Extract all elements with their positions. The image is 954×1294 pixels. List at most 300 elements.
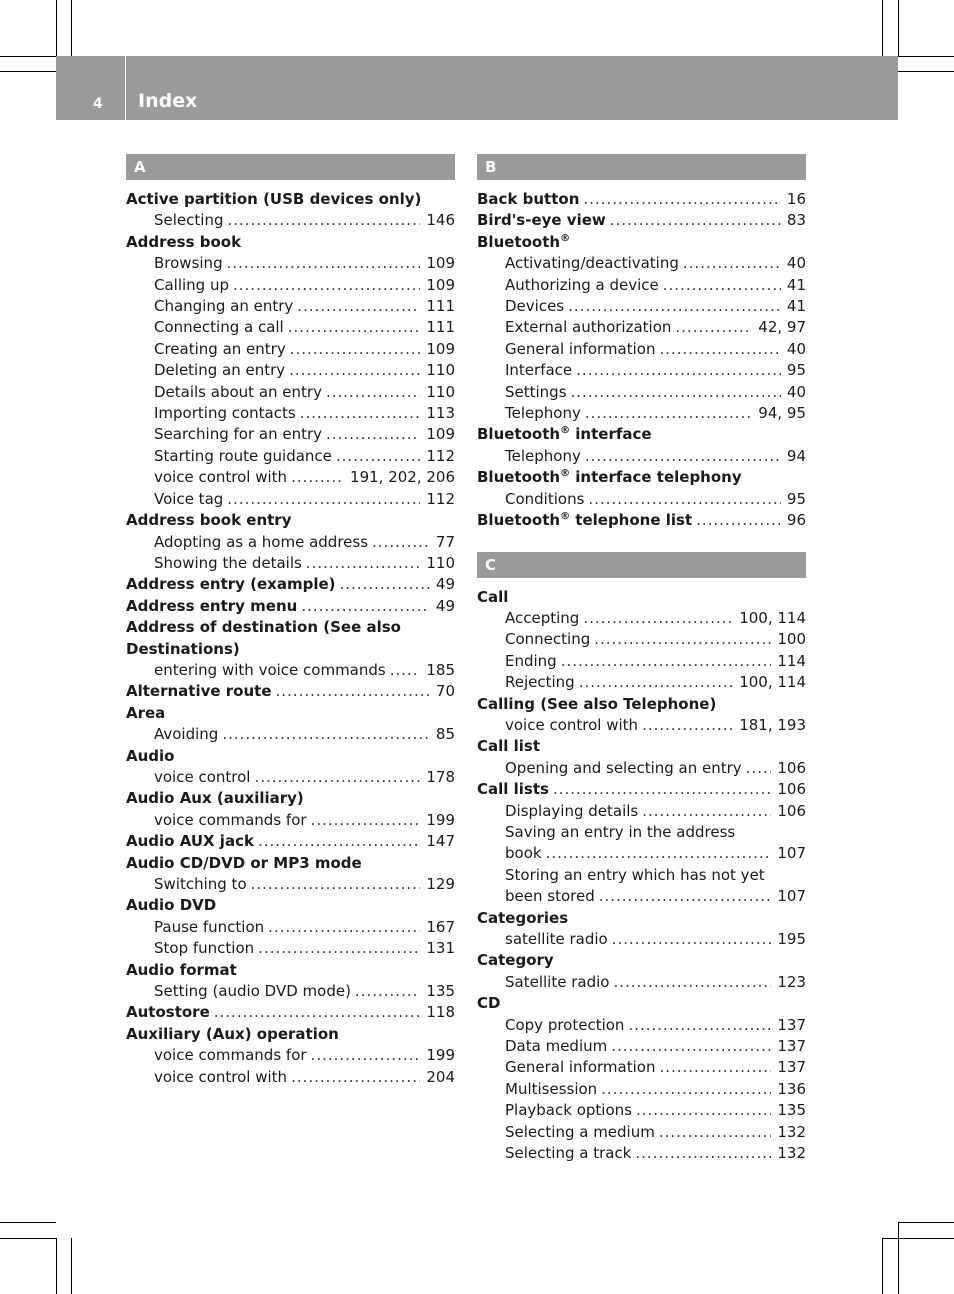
section-letter-c: C bbox=[477, 552, 806, 578]
index-entry bbox=[477, 467, 806, 488]
page-reference: 70 bbox=[435, 682, 455, 701]
index-entry bbox=[477, 510, 806, 531]
entry-text: Setting (audio DVD mode) bbox=[154, 982, 351, 1001]
entry-text: Saving an entry in the address bbox=[505, 822, 736, 841]
crop-mark bbox=[882, 1238, 954, 1239]
dot-leader bbox=[297, 296, 420, 317]
index-entry bbox=[126, 232, 455, 253]
dot-leader bbox=[612, 929, 772, 950]
page-reference: 123 bbox=[777, 972, 806, 991]
index-subentry bbox=[477, 672, 806, 693]
page-reference: 94, 95 bbox=[758, 404, 806, 423]
entry-text: Satellite radio bbox=[505, 972, 610, 991]
dot-leader bbox=[642, 715, 733, 736]
index-subentry bbox=[477, 972, 806, 993]
dot-leader bbox=[613, 972, 771, 993]
page-reference: 110 bbox=[426, 553, 455, 572]
entry-text: Changing an entry bbox=[154, 297, 294, 316]
page-reference: 40 bbox=[786, 382, 806, 401]
page-reference: 95 bbox=[786, 489, 806, 508]
entry-text: Calling (See also Telephone) bbox=[477, 694, 717, 713]
dot-leader bbox=[301, 596, 430, 617]
entry-text: Conditions bbox=[505, 489, 585, 508]
dot-leader bbox=[611, 1036, 771, 1057]
dot-leader bbox=[340, 574, 430, 595]
index-entry bbox=[126, 831, 455, 852]
entry-text: voice commands for bbox=[154, 1046, 307, 1065]
dot-leader bbox=[306, 553, 421, 574]
page-reference: 113 bbox=[426, 404, 455, 423]
entry-text: Selecting bbox=[154, 211, 224, 230]
index-subentry bbox=[126, 532, 455, 553]
dot-leader bbox=[258, 938, 420, 959]
entry-text: Selecting a medium bbox=[505, 1122, 655, 1141]
entry-text: Address entry (example) bbox=[126, 575, 336, 594]
index-entry bbox=[126, 510, 455, 531]
entry-text: voice control bbox=[154, 767, 251, 786]
page-reference: 85 bbox=[435, 725, 455, 744]
entry-text: Audio DVD bbox=[126, 896, 217, 915]
entry-text: Categories bbox=[477, 908, 569, 927]
page-reference: 40 bbox=[786, 339, 806, 358]
entry-text: Audio Aux (auxiliary) bbox=[126, 789, 304, 808]
page-header bbox=[56, 56, 898, 120]
dot-leader bbox=[291, 467, 344, 488]
index-subentry bbox=[477, 1079, 806, 1100]
entry-text: voice control with bbox=[154, 468, 288, 487]
crop-mark bbox=[0, 1238, 56, 1239]
index-subentry bbox=[126, 724, 455, 745]
dot-leader bbox=[311, 1045, 421, 1066]
crop-mark bbox=[0, 1222, 56, 1223]
page-reference: 111 bbox=[426, 318, 455, 337]
page-reference: 132 bbox=[777, 1144, 806, 1163]
entry-text: Telephony bbox=[505, 404, 581, 423]
entry-text: Call list bbox=[477, 737, 541, 756]
dot-leader bbox=[636, 1100, 771, 1121]
index-subentry bbox=[477, 715, 806, 736]
page-reference: 100, 114 bbox=[739, 608, 806, 627]
dot-leader bbox=[583, 189, 781, 210]
index-entry bbox=[477, 232, 806, 253]
index-subentry bbox=[126, 467, 455, 488]
index-column-left bbox=[126, 154, 455, 1088]
entry-text: Ending bbox=[505, 651, 557, 670]
index-entry bbox=[126, 596, 455, 617]
entry-text: Starting route guidance bbox=[154, 446, 332, 465]
entry-text: Connecting a call bbox=[154, 318, 284, 337]
entry-text: Telephony bbox=[505, 446, 581, 465]
index-subentry bbox=[126, 553, 455, 574]
page-reference: 107 bbox=[777, 844, 806, 863]
page-reference: 137 bbox=[777, 1015, 806, 1034]
index-subentry bbox=[126, 382, 455, 403]
registered-mark: ® bbox=[560, 511, 571, 523]
index-subentry bbox=[477, 489, 806, 510]
dot-leader bbox=[336, 446, 420, 467]
dot-leader bbox=[642, 801, 771, 822]
entry-text: Multisession bbox=[505, 1079, 598, 1098]
dot-leader bbox=[594, 629, 771, 650]
entry-text: Alternative route bbox=[126, 682, 272, 701]
page-reference: 199 bbox=[426, 810, 455, 829]
page-reference: 16 bbox=[786, 190, 806, 208]
index-subentry bbox=[477, 1015, 806, 1036]
index-subentry bbox=[477, 253, 806, 274]
index-subentry bbox=[477, 1100, 806, 1121]
index-subentry bbox=[126, 874, 455, 895]
dot-leader bbox=[561, 651, 772, 672]
dot-leader bbox=[258, 831, 420, 852]
dot-leader bbox=[659, 1122, 772, 1143]
dot-leader bbox=[291, 1067, 420, 1088]
index-entry bbox=[126, 788, 455, 809]
registered-mark: ® bbox=[560, 425, 571, 437]
index-entry bbox=[126, 853, 455, 874]
entry-text: Bluetooth® interface telephony bbox=[477, 468, 742, 487]
dot-leader bbox=[568, 296, 781, 317]
index-subentry bbox=[126, 981, 455, 1002]
dot-leader bbox=[227, 210, 420, 231]
entry-text: Opening and selecting an entry bbox=[505, 758, 742, 777]
index-entry bbox=[477, 189, 806, 210]
index-subentry bbox=[126, 403, 455, 424]
index-subentry bbox=[126, 917, 455, 938]
index-subentry bbox=[126, 360, 455, 381]
crop-mark bbox=[882, 0, 883, 56]
entry-text: Back button bbox=[477, 190, 580, 208]
page-reference: 94 bbox=[786, 446, 806, 465]
dot-leader bbox=[355, 981, 420, 1002]
dot-leader bbox=[289, 360, 420, 381]
entry-text: Bluetooth® bbox=[477, 232, 571, 251]
page-reference: 132 bbox=[777, 1122, 806, 1141]
page-reference: 100, 114 bbox=[739, 673, 806, 692]
dot-leader bbox=[628, 1015, 771, 1036]
page-reference: 110 bbox=[426, 361, 455, 380]
entry-text: Displaying details bbox=[505, 801, 639, 820]
crop-mark bbox=[898, 71, 954, 72]
section-letter-a: A bbox=[126, 154, 455, 180]
page-reference: 40 bbox=[786, 254, 806, 273]
index-entry bbox=[477, 908, 806, 929]
page-reference: 136 bbox=[777, 1079, 806, 1098]
page-reference: 110 bbox=[426, 382, 455, 401]
entry-text: Importing contacts bbox=[154, 404, 296, 423]
index-entry bbox=[126, 1024, 455, 1045]
page-reference: 49 bbox=[435, 596, 455, 615]
crop-mark bbox=[0, 71, 56, 72]
index-subentry bbox=[477, 843, 806, 864]
page-reference: 147 bbox=[426, 832, 455, 851]
index-entry bbox=[126, 574, 455, 595]
dot-leader bbox=[576, 360, 781, 381]
dot-leader bbox=[588, 489, 781, 510]
entry-text: Authorizing a device bbox=[505, 275, 659, 294]
index-subentry bbox=[477, 801, 806, 822]
entry-text: Details about an entry bbox=[154, 382, 322, 401]
index-entry bbox=[477, 210, 806, 231]
index-subentry bbox=[126, 810, 455, 831]
page-reference: 49 bbox=[435, 575, 455, 594]
crop-mark bbox=[882, 1238, 883, 1294]
index-subentry bbox=[477, 1057, 806, 1078]
index-subentry bbox=[477, 629, 806, 650]
entry-text: Address book bbox=[126, 232, 242, 251]
page-reference: 135 bbox=[777, 1101, 806, 1120]
index-subentry bbox=[477, 1143, 806, 1164]
page-reference: 137 bbox=[777, 1058, 806, 1077]
page-reference: 185 bbox=[426, 660, 455, 679]
index-entry bbox=[477, 779, 806, 800]
page-reference: 195 bbox=[777, 930, 806, 948]
index-subentry bbox=[126, 210, 455, 231]
section-b-entries bbox=[477, 189, 806, 532]
entry-text: Call lists bbox=[477, 780, 549, 799]
entry-text: voice control with bbox=[154, 1067, 288, 1086]
index-entry bbox=[126, 617, 455, 660]
dot-leader bbox=[311, 810, 421, 831]
index-subentry bbox=[126, 1045, 455, 1066]
index-subentry bbox=[477, 317, 806, 338]
dot-leader bbox=[300, 403, 421, 424]
section-gap bbox=[477, 532, 806, 552]
page-reference: 131 bbox=[426, 939, 455, 958]
page-reference: 181, 193 bbox=[739, 715, 806, 734]
index-entry bbox=[477, 694, 806, 715]
entry-text: Active partition (USB devices only) bbox=[126, 190, 422, 208]
entry-text: Storing an entry which has not yet bbox=[505, 865, 765, 884]
page-reference: 114 bbox=[777, 651, 806, 670]
page-reference: 109 bbox=[426, 275, 455, 294]
entry-text: Settings bbox=[505, 382, 567, 401]
entry-text: Calling up bbox=[154, 275, 229, 294]
dot-leader bbox=[659, 1057, 771, 1078]
entry-text: Showing the details bbox=[154, 553, 302, 572]
dot-leader bbox=[571, 382, 781, 403]
entry-text: Searching for an entry bbox=[154, 425, 323, 444]
entry-text: Address of destination (See also Destinations) bbox=[126, 618, 401, 658]
dot-leader bbox=[696, 510, 781, 531]
entry-text: Bluetooth® telephone list bbox=[477, 511, 693, 530]
index-subentry bbox=[477, 651, 806, 672]
dot-leader bbox=[326, 382, 420, 403]
dot-leader bbox=[546, 843, 772, 864]
entry-text: Voice tag bbox=[154, 489, 224, 508]
header-divider bbox=[125, 56, 126, 120]
dot-leader bbox=[663, 275, 781, 296]
entry-text: book bbox=[505, 844, 542, 863]
page-reference: 178 bbox=[426, 767, 455, 786]
entry-text: Address book entry bbox=[126, 511, 292, 530]
dot-leader bbox=[290, 339, 421, 360]
entry-text: Playback options bbox=[505, 1101, 632, 1120]
entry-text: Audio format bbox=[126, 960, 237, 979]
entry-text: External authorization bbox=[505, 318, 672, 337]
page-reference: 41 bbox=[786, 275, 806, 294]
index-entry bbox=[126, 960, 455, 981]
page-reference: 109 bbox=[426, 425, 455, 444]
page-reference: 41 bbox=[786, 297, 806, 316]
index-subentry bbox=[126, 660, 455, 681]
index-entry bbox=[477, 736, 806, 757]
entry-text: Copy protection bbox=[505, 1015, 625, 1034]
registered-mark: ® bbox=[560, 232, 571, 244]
page-reference: 112 bbox=[426, 446, 455, 465]
entry-text: Stop function bbox=[154, 939, 255, 958]
dot-leader bbox=[579, 672, 734, 693]
crop-mark bbox=[71, 1238, 72, 1294]
entry-text: General information bbox=[505, 1058, 656, 1077]
index-subentry bbox=[126, 1067, 455, 1088]
entry-text: Pause function bbox=[154, 917, 265, 936]
dot-leader bbox=[233, 275, 420, 296]
index-subentry bbox=[477, 886, 806, 907]
page-reference: 111 bbox=[426, 297, 455, 316]
entry-text: Call bbox=[477, 587, 509, 606]
page-reference: 107 bbox=[777, 887, 806, 906]
dot-leader bbox=[268, 917, 420, 938]
index-subentry bbox=[126, 253, 455, 274]
index-entry bbox=[126, 746, 455, 767]
entry-text: Bluetooth® interface bbox=[477, 425, 652, 444]
index-entry bbox=[126, 681, 455, 702]
crop-mark bbox=[71, 0, 72, 56]
index-entry bbox=[126, 189, 455, 210]
dot-leader bbox=[276, 681, 430, 702]
crop-mark bbox=[898, 1222, 899, 1294]
entry-text: Deleting an entry bbox=[154, 361, 286, 380]
entry-text: Audio AUX jack bbox=[126, 832, 254, 851]
page-reference: 199 bbox=[426, 1046, 455, 1065]
page-reference: 135 bbox=[426, 982, 455, 1001]
entry-text: Auxiliary (Aux) operation bbox=[126, 1024, 339, 1043]
page-reference: 129 bbox=[426, 875, 455, 893]
dot-leader bbox=[599, 886, 772, 907]
entry-text: CD bbox=[477, 994, 501, 1013]
entry-text: entering with voice commands bbox=[154, 660, 386, 679]
dot-leader bbox=[251, 874, 421, 895]
page-reference: 106 bbox=[777, 758, 806, 777]
page-reference: 106 bbox=[777, 801, 806, 820]
entry-text: Adopting as a home address bbox=[154, 532, 369, 551]
dot-leader bbox=[610, 210, 781, 231]
page-reference: 42, 97 bbox=[758, 318, 806, 337]
dot-leader bbox=[635, 1143, 771, 1164]
index-subentry bbox=[126, 767, 455, 788]
page-reference: 137 bbox=[777, 1037, 806, 1056]
entry-text: Area bbox=[126, 703, 166, 722]
entry-text: Selecting a track bbox=[505, 1144, 632, 1163]
registered-mark: ® bbox=[560, 468, 571, 480]
dot-leader bbox=[372, 532, 430, 553]
crop-mark bbox=[56, 0, 57, 56]
entry-text: Category bbox=[477, 951, 554, 970]
entry-text: Audio bbox=[126, 746, 175, 765]
entry-text: Autostore bbox=[126, 1003, 210, 1022]
page-reference: 96 bbox=[786, 511, 806, 530]
page-reference: 167 bbox=[426, 917, 455, 936]
entry-text: Creating an entry bbox=[154, 339, 286, 358]
index-subentry bbox=[477, 446, 806, 467]
dot-leader bbox=[683, 253, 781, 274]
index-entry bbox=[477, 993, 806, 1014]
dot-leader bbox=[746, 758, 772, 779]
entry-text: General information bbox=[505, 339, 656, 358]
index-subentry bbox=[126, 938, 455, 959]
entry-text: Rejecting bbox=[505, 673, 575, 692]
index-subentry bbox=[126, 446, 455, 467]
index-subentry bbox=[477, 758, 806, 779]
entry-text: Accepting bbox=[505, 608, 580, 627]
entry-text: Devices bbox=[505, 297, 565, 316]
section-c-entries bbox=[477, 587, 806, 1165]
index-subentry bbox=[477, 1036, 806, 1057]
entry-text: Address entry menu bbox=[126, 596, 298, 615]
entry-text: Interface bbox=[505, 361, 573, 380]
dot-leader bbox=[585, 446, 781, 467]
dot-leader bbox=[227, 489, 420, 510]
index-subentry bbox=[477, 822, 806, 843]
index-column-right bbox=[477, 154, 806, 1164]
index-subentry bbox=[477, 865, 806, 886]
dot-leader bbox=[583, 608, 733, 629]
index-entry bbox=[477, 950, 806, 971]
dot-leader bbox=[214, 1002, 421, 1023]
entry-text: Connecting bbox=[505, 630, 591, 649]
dot-leader bbox=[326, 424, 420, 445]
entry-text: Browsing bbox=[154, 254, 223, 273]
page-reference: 77 bbox=[435, 532, 455, 551]
index-subentry bbox=[477, 339, 806, 360]
dot-leader bbox=[675, 317, 752, 338]
crop-mark bbox=[898, 0, 899, 56]
entry-text: satellite radio bbox=[505, 930, 608, 948]
index-subentry bbox=[477, 360, 806, 381]
page-reference: 204 bbox=[426, 1067, 455, 1086]
page-reference: 109 bbox=[426, 339, 455, 358]
index-subentry bbox=[126, 317, 455, 338]
page-reference: 83 bbox=[786, 211, 806, 230]
page-reference: 146 bbox=[426, 211, 455, 230]
index-subentry bbox=[126, 339, 455, 360]
index-subentry bbox=[477, 1122, 806, 1143]
dot-leader bbox=[553, 779, 771, 800]
dot-leader bbox=[288, 317, 421, 338]
entry-text: Bird's-eye view bbox=[477, 211, 606, 230]
entry-text: Audio CD/DVD or MP3 mode bbox=[126, 853, 362, 872]
index-entry bbox=[477, 587, 806, 608]
dot-leader bbox=[222, 724, 430, 745]
index-subentry bbox=[477, 296, 806, 317]
index-subentry bbox=[477, 275, 806, 296]
index-entry bbox=[477, 424, 806, 445]
entry-text: Switching to bbox=[154, 875, 247, 893]
index-entry bbox=[126, 703, 455, 724]
index-subentry bbox=[126, 275, 455, 296]
crop-mark bbox=[898, 1222, 954, 1223]
index-subentry bbox=[477, 403, 806, 424]
dot-leader bbox=[601, 1079, 771, 1100]
dot-leader bbox=[390, 660, 421, 681]
entry-text: voice control with bbox=[505, 715, 639, 734]
entry-text: been stored bbox=[505, 887, 595, 906]
dot-leader bbox=[585, 403, 752, 424]
entry-text: Activating/deactivating bbox=[505, 254, 679, 273]
page-reference: 100 bbox=[777, 630, 806, 649]
page-reference: 95 bbox=[786, 361, 806, 380]
page-number: 4 bbox=[93, 96, 103, 112]
